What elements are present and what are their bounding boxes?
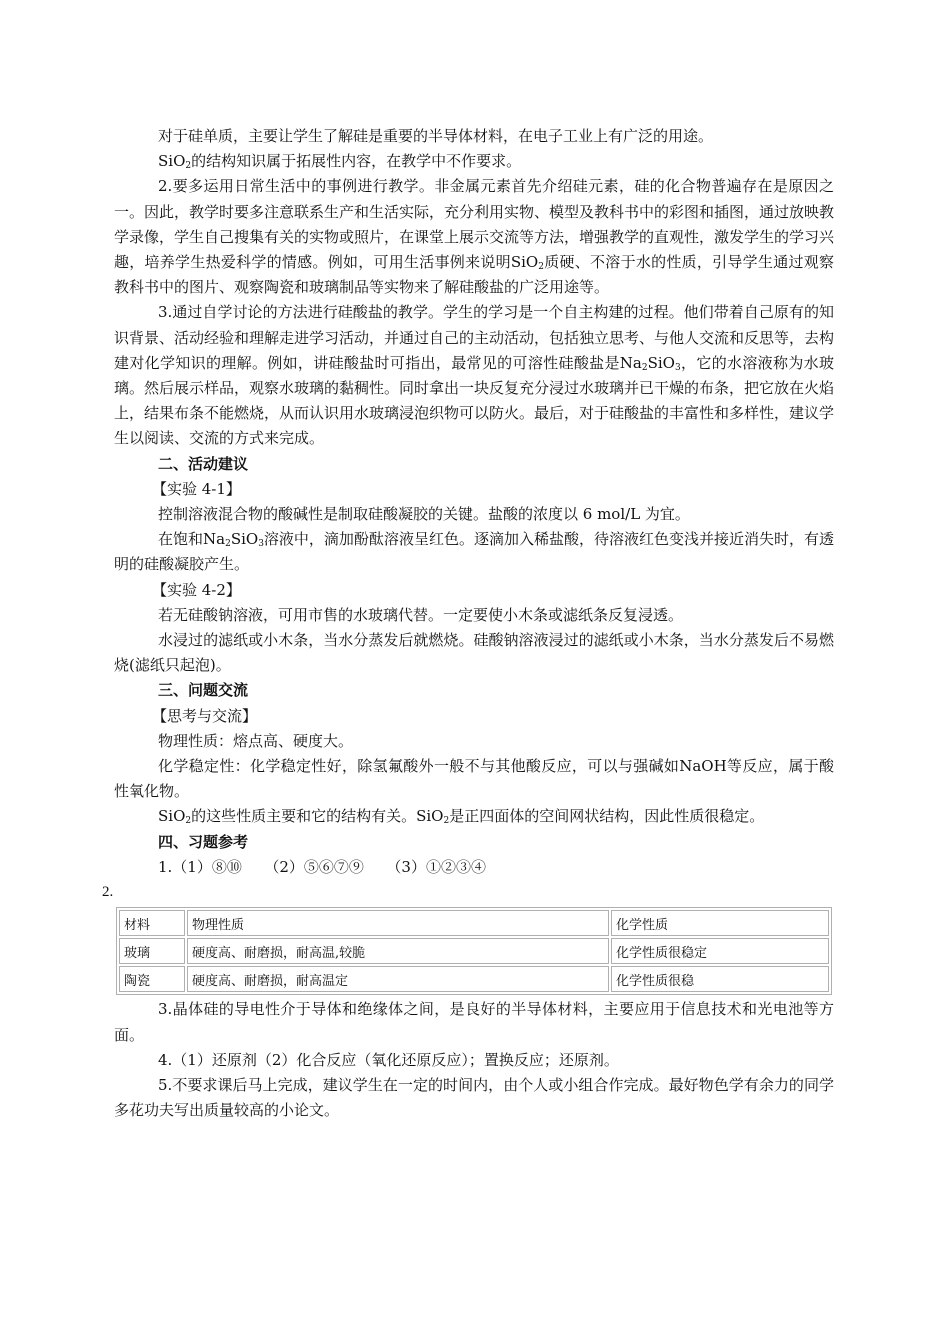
paragraph-chemical-stability: 化学稳定性：化学稳定性好，除氢氟酸外一般不与其他酸反应，可以与强碱如NaOH等反应，属于酸性氧化物。 — [114, 757, 834, 801]
paragraph-physical-properties: 物理性质：熔点高、硬度大。 — [158, 731, 354, 750]
section-heading-exercises: 四、习题参考 — [158, 832, 249, 851]
experiment-4-1-label: 【实验 4-1】 — [152, 479, 241, 498]
table-header-row — [119, 910, 829, 936]
section-heading-activities: 二、活动建议 — [158, 454, 249, 473]
table-cell: 化学性质很稳定 — [611, 938, 829, 964]
paragraph-burning-test: 水浸过的滤纸或小木条，当水分蒸发后就燃烧。硅酸钠溶液浸过的滤纸或小木条，当水分蒸发后不易燃烧(滤纸只起泡)。 — [114, 631, 834, 675]
table-header-cell: 化学性质 — [611, 910, 829, 936]
paragraph-phenolphthalein: 在饱和$Na_2SiO_3$溶液中，滴加酚酞溶液呈红色。逐滴加入稀盐酸，待溶液红色变浅并接近消失时，有透明的硅酸凝胶产生。 — [114, 530, 834, 574]
table-cell: 硬度高、耐磨损，耐高温,较脆 — [187, 938, 609, 964]
think-and-discuss-label: 【思考与交流】 — [152, 706, 258, 725]
answer-1: 1.（1）⑧⑩ （2）⑤⑥⑦⑨ （3）①②③④ — [158, 857, 486, 876]
paragraph-structure-relation: SiO$_2$的这些性质主要和它的结构有关。SiO$_2$是正四面体的空间网状结构，因此性质很稳定。 — [158, 807, 765, 827]
paragraph-point-2: 2.要多运用日常生活中的事例进行教学。非金属元素首先介绍硅元素，硅的化合物普遍存在是原因之一。因此，教学时要多注意联系生产和生活实际，充分利用实物、模型及教科书中的彩图和插图，通过放映教学录像，学生自己搜集有关的实物或照片，在课堂上展示交流等方法，增强教学的直观性，激发学生的学习兴趣，培养学生热爱科学的情感。例如，可用生活事例来说明SiO$_2$质硬、不溶于水的性质，引导学生通过观察教科书中的图片、观察陶瓷和玻璃制品等实物来了解硅酸盐的广泛用途等。 — [114, 177, 835, 297]
answer-5: 5.不要求课后马上完成，建议学生在一定的时间内，由个人或小组合作完成。最好物色学有余力的同学多花功夫写出质量较高的小论文。 — [114, 1075, 834, 1120]
table-cell: 化学性质很稳 — [611, 966, 829, 992]
paragraph-silicon-element: 对于硅单质，主要让学生了解硅是重要的半导体材料，在电子工业上有广泛的用途。 — [158, 127, 714, 145]
answer-4: 4.（1）还原剂（2）化合反应（氧化还原反应）；置换反应；还原剂。 — [158, 1050, 619, 1069]
document-body — [102, 124, 835, 1123]
table-cell: 硬度高、耐磨损，耐高温定 — [187, 966, 609, 992]
table-cell: 玻璃 — [119, 938, 185, 964]
paragraph-acid-base-control: 控制溶液混合物的酸碱性是制取硅酸凝胶的关键。盐酸的浓度以 6 mol/L 为宜。 — [158, 505, 690, 524]
section-heading-discussion: 三、问题交流 — [158, 681, 249, 700]
paragraph-water-glass-substitute: 若无硅酸钠溶液，可用市售的水玻璃代替。一定要使小木条或滤纸条反复浸透。 — [158, 605, 684, 624]
table-row — [119, 938, 829, 964]
paragraph-point-3: 3.通过自学讨论的方法进行硅酸盐的教学。学生的学习是一个自主构建的过程。他们带着自己原有的知识背景、活动经验和理解走进学习活动，并通过自己的主动活动，包括独立思考、与他人交流和反思等，去构建对化学知识的理解。例如，讲硅酸盐时可指出，最常见的可溶性硅酸盐是$Na_2SiO_3$，它的水溶液称为水玻璃。然后展示样品，观察水玻璃的黏稠性。同时拿出一块反复充分浸过水玻璃并已干燥的布条，把它放在火焰上，结果布条不能燃烧，从而认识用水玻璃浸泡织物可以防火。最后，对于硅酸盐的丰富性和多样性，建议学生以阅读、交流的方式来完成。 — [114, 303, 835, 448]
experiment-4-2-label: 【实验 4-2】 — [152, 580, 241, 599]
table-cell: 陶瓷 — [119, 966, 185, 992]
answer-3: 3.晶体硅的导电性介于导体和绝缘体之间，是良好的半导体材料，主要应用于信息技术和光电池等方面。 — [114, 1000, 834, 1044]
answer-2-label: 2. — [102, 884, 114, 901]
table-header-cell: 物理性质 — [187, 910, 609, 936]
materials-properties-table — [116, 907, 832, 995]
paragraph-sio2-structure: SiO$_2$的结构知识属于拓展性内容，在教学中不作要求。 — [158, 152, 522, 172]
table-header-cell: 材料 — [119, 910, 185, 936]
table-row — [119, 966, 829, 992]
